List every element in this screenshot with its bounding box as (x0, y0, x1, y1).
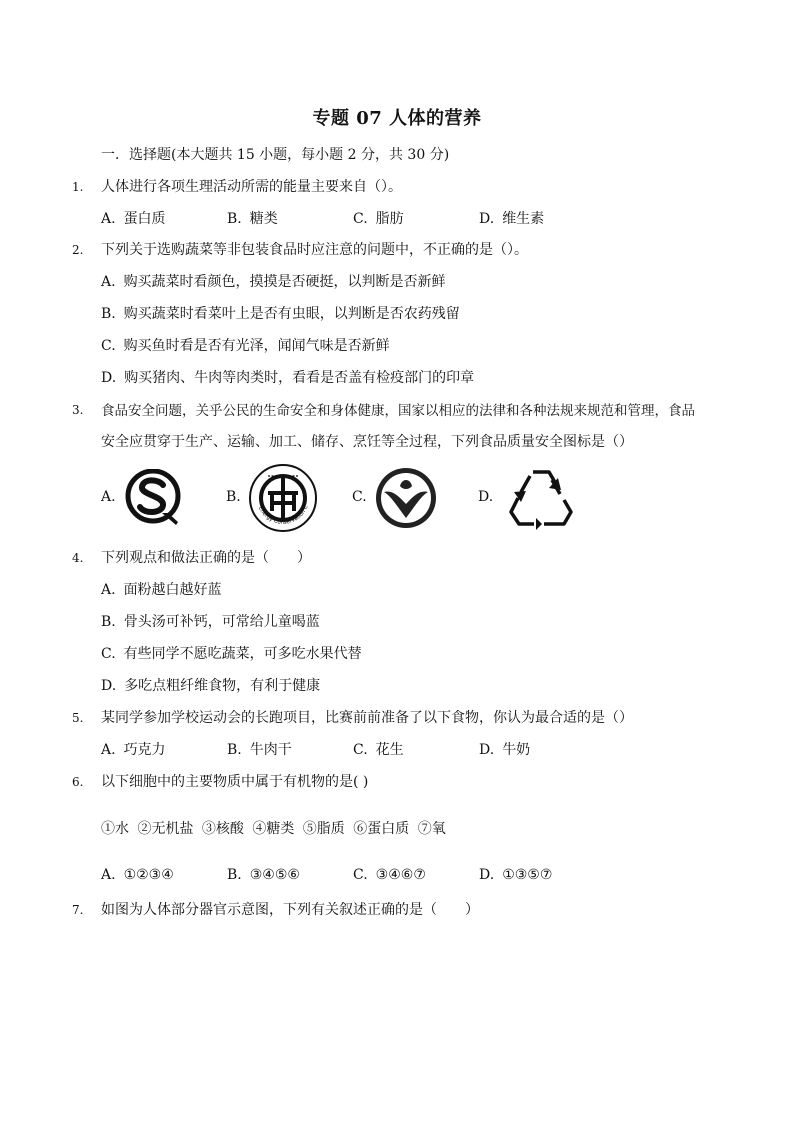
option-label: B. (101, 306, 116, 322)
option (479, 867, 552, 883)
option-text: 糖类 (249, 211, 278, 227)
option-text: 购买蔬菜时看颜色，摸摸是否硬挺，以判断是否新鲜 (123, 274, 446, 290)
option-label: D. (479, 211, 495, 227)
option (353, 208, 404, 228)
option (227, 739, 292, 759)
logo-option-label: B. (226, 489, 241, 505)
option-text: 购买鱼时看是否有光泽，闻闻气味是否新鲜 (123, 338, 390, 354)
option-label: D. (479, 867, 495, 883)
logo-option-label: D. (478, 489, 494, 505)
option-label: A. (101, 582, 116, 598)
option-text: ③④⑥⑦ (375, 867, 426, 883)
section-heading: 一．选择题(本大题共 15 小题，每小题 2 分，共 30 分) (101, 147, 450, 163)
option-text: 面粉越白越好蓝 (123, 582, 222, 598)
option-label: C. (101, 338, 116, 354)
option-text: 维生素 (502, 211, 545, 227)
option-label: C. (353, 211, 368, 227)
option-label: D. (101, 678, 117, 694)
option-label: D. (101, 370, 117, 386)
option-text: 花生 (375, 742, 404, 758)
green-food-logo-icon (373, 466, 439, 530)
option-label: C. (101, 646, 116, 662)
option (101, 739, 166, 759)
option-text: 有些同学不愿吃蔬菜，可多吃水果代替 (123, 646, 362, 662)
question-number: 7. (72, 903, 84, 917)
option (101, 208, 166, 228)
option-label: B. (227, 742, 242, 758)
option (227, 867, 300, 883)
option-label: A. (101, 867, 116, 883)
option (479, 739, 530, 759)
option-label: A. (101, 742, 116, 758)
option (101, 271, 446, 291)
option (479, 208, 544, 228)
option-label: A. (101, 274, 116, 290)
question-text: 下列观点和做法正确的是（ ） (101, 550, 311, 566)
option (353, 867, 426, 883)
question-text-line1: 食品安全问题，关乎公民的生命安全和身体健康，国家以相应的法律和各种法规来规范和管理，食品 (101, 403, 695, 419)
logo-option-label: A. (101, 489, 116, 505)
option-text: 购买蔬菜时看菜叶上是否有虫眼，以判断是否农药残留 (123, 306, 460, 322)
option-label: B. (227, 867, 242, 883)
option-text: 牛奶 (502, 742, 531, 758)
option-text: ③④⑤⑥ (249, 867, 300, 883)
option-text: ①②③④ (123, 867, 174, 883)
question-text: 下列关于选购蔬菜等非包装食品时应注意的问题中，不正确的是（）。 (101, 242, 528, 258)
option-label: B. (101, 614, 116, 630)
option (101, 867, 174, 883)
question-number: 2. (72, 243, 84, 257)
energy-certification-logo-icon (248, 463, 318, 533)
question-text: 以下细胞中的主要物质中属于有机物的是( ) (101, 774, 369, 790)
question-number: 5. (72, 711, 84, 725)
substance-list: ①水 ②无机盐 ③核酸 ④糖类 ⑤脂质 ⑥蛋白质 ⑦氧 (101, 821, 446, 837)
option (101, 611, 320, 631)
question-text-line2: 安全应贯穿于生产、运输、加工、储存、烹饪等全过程，下列食品质量安全图标是（） (101, 434, 633, 450)
question-number: 6. (72, 775, 84, 789)
option-label: D. (479, 742, 495, 758)
question-number: 4. (72, 551, 84, 565)
option-text: 购买猪肉、牛肉等肉类时，看看是否盖有检疫部门的印章 (124, 370, 475, 386)
option-text: 脂肪 (375, 211, 404, 227)
question-number: 1. (72, 180, 84, 194)
option (353, 739, 404, 759)
logo-option-label: C. (352, 489, 367, 505)
option-text: 多吃点粗纤维食物，有利于健康 (124, 678, 321, 694)
option (101, 335, 390, 355)
question-text: 人体进行各项生理活动所需的能量主要来自（）。 (101, 179, 402, 195)
option-text: 牛肉干 (249, 742, 292, 758)
option (101, 675, 320, 695)
page-title: 专题 07 人体的营养 (312, 108, 482, 129)
option-text: 巧克力 (123, 742, 166, 758)
qs-logo-icon (122, 469, 184, 527)
option-text: 蛋白质 (123, 211, 166, 227)
logo-ring-text: Energy Conservation C (256, 504, 310, 526)
question-text: 如图为人体部分器官示意图，下列有关叙述正确的是（ ） (101, 902, 479, 918)
option (101, 303, 460, 323)
option (227, 208, 278, 228)
option-text: 骨头汤可补钙，可常给儿童喝蓝 (123, 614, 320, 630)
option-label: C. (353, 867, 368, 883)
option (101, 579, 222, 599)
option-label: B. (227, 211, 242, 227)
recycling-logo-icon (506, 466, 576, 530)
option-text: ①③⑤⑦ (502, 867, 553, 883)
option-label: C. (353, 742, 368, 758)
option (101, 367, 474, 387)
option-label: A. (101, 211, 116, 227)
question-text: 某同学参加学校运动会的长跑项目，比赛前前准备了以下食物，你认为最合适的是（） (101, 710, 633, 726)
question-number: 3. (72, 403, 84, 417)
option (101, 643, 362, 663)
